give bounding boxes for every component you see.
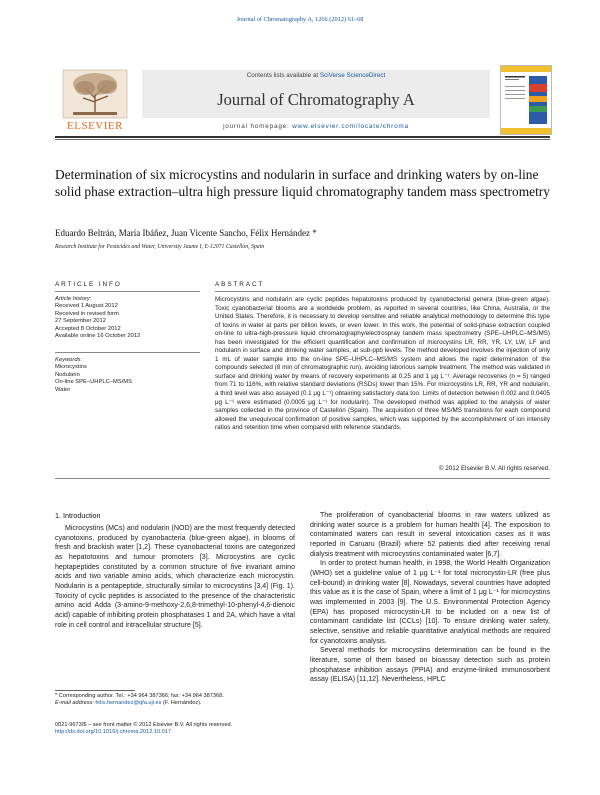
keywords-rule [55,352,200,353]
history-item: Available online 16 October 2012 [55,333,141,340]
email-link[interactable]: felix.hernandez@qfa.uji.es [95,700,162,706]
body-column-right [310,511,550,685]
contents-prefix: Contents lists available at [246,72,320,79]
email-label: E-mail address: [55,700,96,706]
sciencedirect-link[interactable]: SciVerse ScienceDirect [319,72,386,79]
history-item: 27 September 2012 [55,318,106,325]
abstract-heading: ABSTRACT [215,281,265,288]
affiliation: Research Institute for Pesticides and Water, University Jaume I, E-12071 Castellón, Spain [55,244,265,250]
section-title-introduction: 1. Introduction [55,511,101,520]
keyword-item: Water [55,386,71,393]
corresponding-author-note: * Corresponding author. Tel.: +34 964 387366; fax: +34 964 387368. [55,693,224,699]
author-list: Eduardo Beltrán, María Ibáñez, Juan Vicente Sancho, Félix Hernández * [55,228,317,238]
body-paragraph: In order to protect human health, in 1998, the World Health Organization (WHO) set a guideline value of 1 μg L⁻¹ for total microcystin-LR (free plus cell-bound) in drinking water [8]. Nowadays, several countries have adopted this value as it is the case of Spain, where a limit of 1 μg L⁻¹ for microcystins was implemented in 2003 [9]. The U.S. Environmental Protection Agency (EPA) has proposed microcystin-LR to be included on a new list of contaminant candidate list (CCLs) [10]. To ensure drinking water safety, selective, sensitive and reliable quantitative analytical methods are required for cyanotoxins analysis. [310,560,550,645]
contents-line [142,72,490,79]
body-paragraph: Microcystins (MCs) and nodularin (NOD) are the most frequently detected cyanotoxins, produced by cyanobacteria (blue-green algae), in blooms of fresh and brackish water [1,2]. These cyanobacterial toxins are categorized as hepatotoxins and tumour promoters [3]. Microcystins are cyclic heptapeptides constituted by a common structure of five invariant amino acids and two variable amino acids, which characterize each microcystin. Nodularin is a pentapeptide, structurally similar to microcystins [3,4] (Fig. 1). Toxicity of cyclic peptides is associated to the presence of the characteristic amino acid Adda (3-amino-9-methoxy-2,6,8-trimethyl-10-phenyl-4,6-dienoic acid) capable of inhibiting protein phosphatases 1 and 2A, which have a vital role in cell control and intracellular structure [5]. [55,525,295,629]
email-suffix: (F. Hernández). [161,700,202,706]
homepage-prefix: journal homepage: [223,123,293,130]
footnotes [55,693,295,707]
journal-cover-thumbnail [500,65,552,135]
article-title: Determination of six microcystins and nodularin in surface and drinking waters by on-line solid phase extraction–ultra high pressure liquid chromatography tandem mass spectrometry [55,167,550,200]
journal-citation[interactable]: Journal of Chromatography A, 1266 (2012) 61–68 [236,16,364,23]
history-item: Accepted 8 October 2012 [55,325,121,332]
doi-link[interactable]: http://dx.doi.org/10.1016/j.chroma.2012.10.017 [55,729,171,735]
body-paragraph: The proliferation of cyanobacterial blooms in raw waters utilized as drinking water source is a problem for human health [4]. The exposition to contaminated waters can result in several intoxication cases as it was reported in Caruaru (Brazil) where 52 patients died after receiving renal dialysis treatment with microcystins contaminated water [6,7]. [310,512,550,558]
abstract-rule [215,291,550,292]
history-item: Received in revised form [55,310,119,317]
abstract-bottom-rule [55,478,550,479]
history-item: Received 1 August 2012 [55,303,118,310]
keyword-item: Microcystins [55,364,87,371]
issn-line: 0021-9673/$ – see front matter © 2012 Elsevier B.V. All rights reserved. [55,722,233,728]
homepage-line [142,123,490,130]
article-info-heading: ARTICLE INFO [55,281,122,288]
masthead-rule [55,136,550,138]
journal-name: Journal of Chromatography A [217,90,415,109]
abstract-text: Microcystins and nodularin are cyclic peptides hepatotoxins produced by cyanobacterial genera (blue-green algae). Toxic cyanobacterial blooms are a worldwide problem, as reported in several countries, like China, Australia, or the United States. Therefore, it is necessary to develop sensitive and reliable analytical methodology to determine this type of toxins in water at parts per billion levels, or even lower. In this work, the potential of solid-phase extraction coupled on-line to ultra-high-pressure liquid chromatography/electrospray tandem mass spectrometry (SPE–UHPLC–MS/MS) has been investigated for the efficient quantification and confirmation of microcystins LR, RR, YR, LY, LW, LF and nodularin in surface and drinking water samples, at sub-ppb levels. The method developed involves the injection of only 1 mL of water sample into the on-line SPE–UHPLC–MS/MS system and allows the rapid determination of the compounds selected (8 min of chromatographic run), avoiding laborious sample treatment. The method was validated in surface and drinking water by means of recovery experiments at 0.25 and 1 μg L⁻¹. Average recoveries (n = 5) ranged from 71 to 116%, with relative standard deviations (RSDs) lower than 15%. For microcystins LR, RR, YR and nodularin, a third level was also assayed (0.1 μg L⁻¹) obtaining satisfactory data too. Limits of detection between 0.002 and 0.0405 μg L⁻¹ were estimated (0.0005 μg L⁻¹ for nodularin). The developed method was applied to the analysis of water samples collected in the province of Castellón (Spain). The acquisition of three MS/MS transitions for each compound allowed the unequivocal confirmation of positive samples, which was supported by the accomplishment of ion intensity ratios and retention time when compared with reference standards. [215,296,550,432]
keyword-item: On-line SPE–UHPLC–MS/MS [55,379,132,386]
keywords-label: Keywords: [55,357,83,363]
publisher-name: ELSEVIER [67,120,123,132]
email-note [55,700,295,707]
article-history [55,296,200,340]
masthead-rule-thin [55,139,550,140]
keyword-item: Nodularin [55,371,80,378]
history-label: Article history: [55,296,92,302]
copyright-notice: © 2012 Elsevier B.V. All rights reserved. [438,465,550,472]
homepage-link[interactable]: www.elsevier.com/locate/chroma [292,123,409,130]
footnote-rule [55,690,135,691]
issn-doi-block [55,722,355,736]
body-column-left [55,524,295,630]
keywords-list [55,357,200,394]
article-info-rule [55,291,200,292]
body-paragraph: Several methods for microcystins determination can be found in the literature, some of them based on bioassay detection such as protein phosphatase inhibition assays (PPIA) and enzyme-linked immunosorbent assay (ELISA) [11,12]. Nevertheless, HPLC [310,647,550,684]
